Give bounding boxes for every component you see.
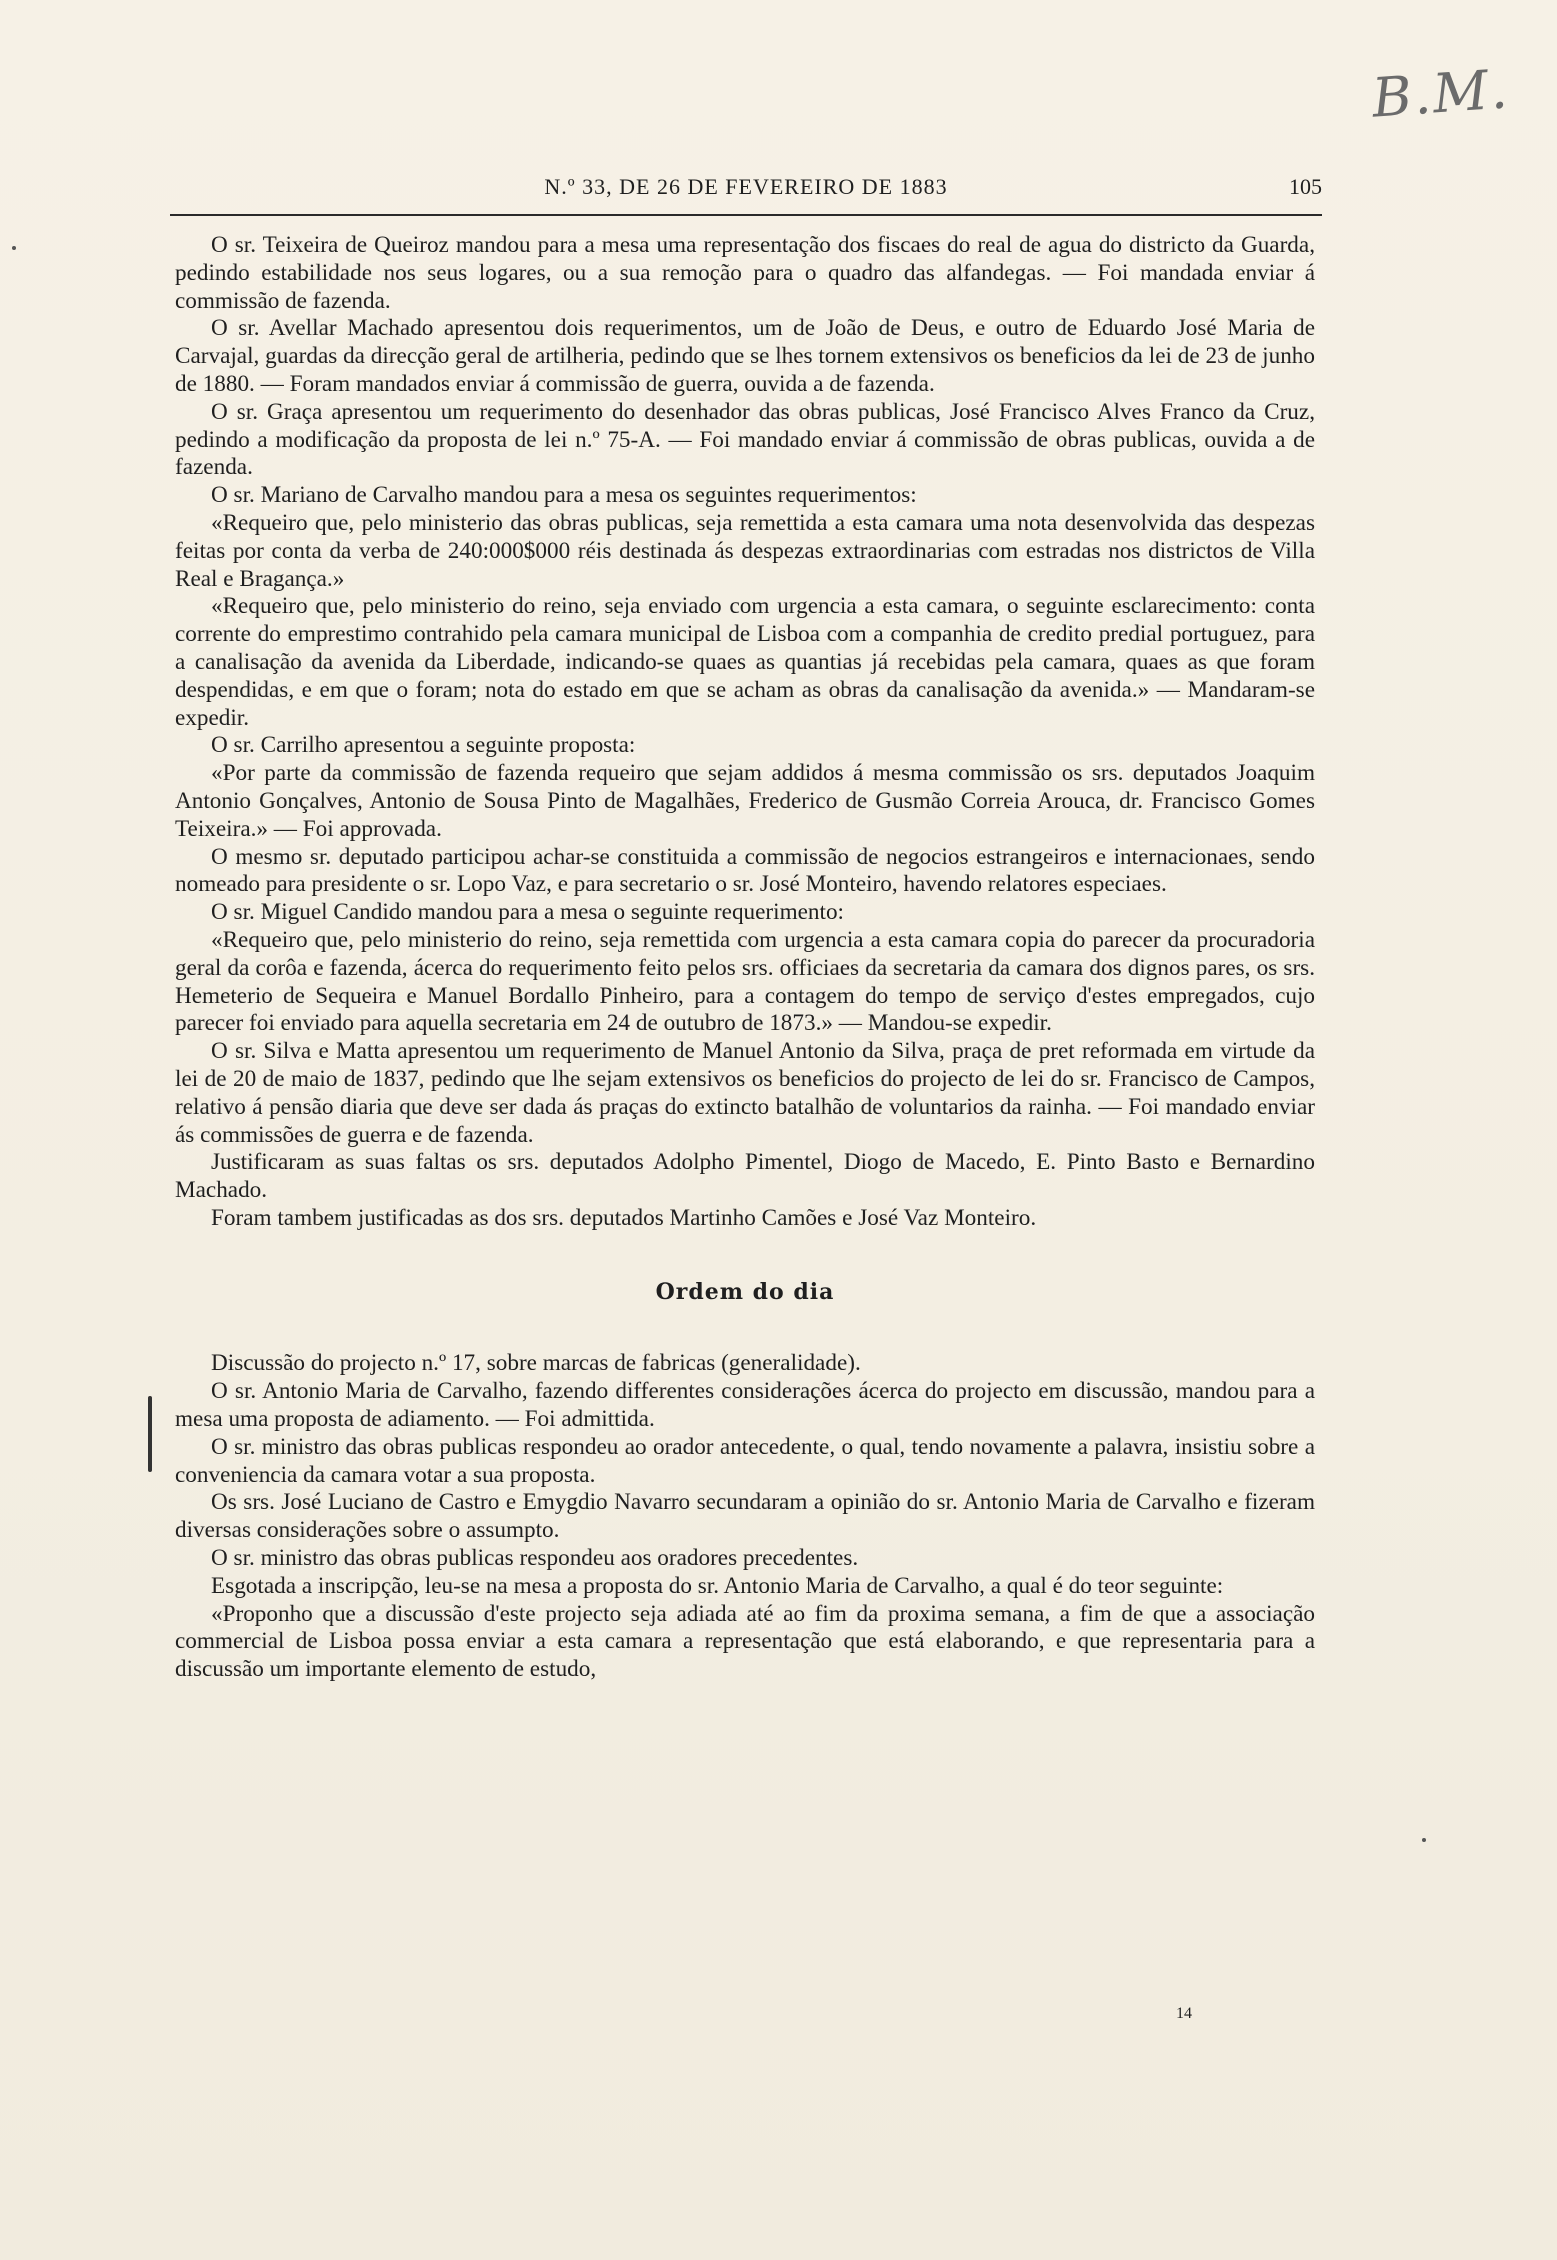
page-header-title: N.º 33, DE 26 DE FEVEREIRO DE 1883 [544,174,948,199]
paragraph: Esgotada a inscripção, leu-se na mesa a proposta do sr. Antonio Maria de Carvalho, a qual é do teor seguinte: [211,1572,1224,1599]
paragraph: «Proponho que a discussão d'este projecto seja adiada até ao fim da proxima semana, a fim de que a associação commercial de Lisboa possa enviar a esta camara a representação que está elaborando, e que representaria para a discussão um importante elemento de estudo, [175,1600,1315,1683]
paragraph: O sr. Miguel Candido mandou para a mesa o seguinte requerimento: [211,899,844,926]
paragraph: Justificaram as suas faltas os srs. deputados Adolpho Pimentel, Diogo de Macedo, E. Pinto Basto e Bernardino Machado. [175,1149,1315,1204]
paper-speck [12,246,16,250]
paragraph: «Requeiro que, pelo ministerio do reino, seja enviado com urgencia a esta camara, o seguinte esclarecimento: conta corrente do emprestimo contrahido pela camara municipal de Lisboa com a companhia de credito predial portuguez, para a canalisação da avenida da Liberdade, indicando-se quaes as quantias já recebidas pela camara, quaes as que foram despendidas, e em que o foram; nota do estado em que se acham as obras da canalisação da avenida.» — Mandaram-se expedir. [175,593,1315,731]
paragraph: Foram tambem justificadas as dos srs. deputados Martinho Camões e José Vaz Monteiro. [211,1204,1037,1231]
paragraph: O sr. Carrilho apresentou a seguinte proposta: [211,732,636,759]
paragraph: O sr. ministro das obras publicas respondeu ao orador antecedente, o qual, tendo novamente a palavra, insistiu sobre a conveniencia da camara votar a sua proposta. [175,1433,1315,1488]
page-number: 105 [1289,174,1322,199]
margin-bracket-mark [148,1396,152,1472]
document-body [175,232,1315,1684]
paragraph: «Requeiro que, pelo ministerio do reino, seja remettida com urgencia a esta camara copia do parecer da procuradoria geral da corôa e fazenda, ácerca do requerimento feito pelos srs. officiaes da secretaria da camara dos dignos pares, os srs. Hemeterio de Sequeira e Manuel Bordallo Pinheiro, para a contagem do tempo de serviço d'estes empregados, cujo parecer foi enviado para aquella secretaria em 24 de outubro de 1873.» — Mandou-se expedir. [175,926,1315,1037]
paragraph: «Requeiro que, pelo ministerio das obras publicas, seja remettida a esta camara uma nota desenvolvida das despezas feitas por conta da verba de 240:000$000 réis destinada ás despezas extraordinarias com estradas nos districtos de Villa Real e Bragança.» [175,509,1315,592]
paragraph: «Por parte da commissão de fazenda requeiro que sejam addidos á mesma commissão os srs. deputados Joaquim Antonio Gonçalves, Antonio de Sousa Pinto de Magalhães, Frederico de Gusmão Correia Arouca, dr. Francisco Gomes Teixeira.» — Foi approvada. [175,760,1315,842]
paragraph: O sr. Silva e Matta apresentou um requerimento de Manuel Antonio da Silva, praça de pret reformada em virtude da lei de 20 de maio de 1837, pedindo que lhe sejam extensivos os beneficios do projecto de lei do sr. Francisco de Campos, relativo á pensão diaria que deve ser dada ás praças do extincto batalhão de voluntarios da rainha. — Foi mandado enviar ás commissões de guerra e de fazenda. [175,1038,1315,1148]
paper-speck [1422,1838,1426,1842]
page-header [170,170,1322,210]
paragraph: Discussão do projecto n.º 17, sobre marcas de fabricas (generalidade). [211,1350,861,1377]
paragraph: O mesmo sr. deputado participou achar-se constituida a commissão de negocios estrangeiros e internacionaes, sendo nomeado para presidente o sr. Lopo Vaz, e para secretario o sr. José Monteiro, havendo relatores especiaes. [175,843,1315,898]
paragraph: O sr. ministro das obras publicas respondeu aos oradores precedentes. [211,1545,859,1572]
paragraph: Os srs. José Luciano de Castro e Emygdio Navarro secundaram a opinião do sr. Antonio Maria de Carvalho e fizeram diversas considerações sobre o assumpto. [175,1489,1315,1544]
section-heading: Ordem do dia [655,1278,835,1305]
paragraph: O sr. Antonio Maria de Carvalho, fazendo differentes considerações ácerca do projecto em discussão, mandou para a mesa uma proposta de adiamento. — Foi admittida. [175,1378,1315,1433]
paragraph: O sr. Mariano de Carvalho mandou para a mesa os seguintes requerimentos: [211,482,917,509]
paragraph: O sr. Avellar Machado apresentou dois requerimentos, um de João de Deus, e outro de Eduardo José Maria de Carvajal, guardas da direcção geral de artilheria, pedindo que se lhes tornem extensivos os beneficios da lei de 23 de junho de 1880. — Foram mandados enviar á commissão de guerra, ouvida a de fazenda. [175,315,1315,397]
header-rule [170,214,1322,216]
handwritten-margin-note: B.M. [1369,57,1512,130]
paragraph: O sr. Graça apresentou um requerimento do desenhador das obras publicas, José Francisco Alves Franco da Cruz, pedindo a modificação da proposta de lei n.º 75-A. — Foi mandado enviar á commissão de obras publicas, ouvida a de fazenda. [175,398,1315,481]
paragraph: O sr. Teixeira de Queiroz mandou para a mesa uma representação dos fiscaes do real de agua do districto da Guarda, pedindo estabilidade nos seus logares, ou a sua remoção para o quadro das alfandegas. — Foi mandada enviar á commissão de fazenda. [175,232,1315,314]
signature-number: 14 [1176,2005,1192,2022]
